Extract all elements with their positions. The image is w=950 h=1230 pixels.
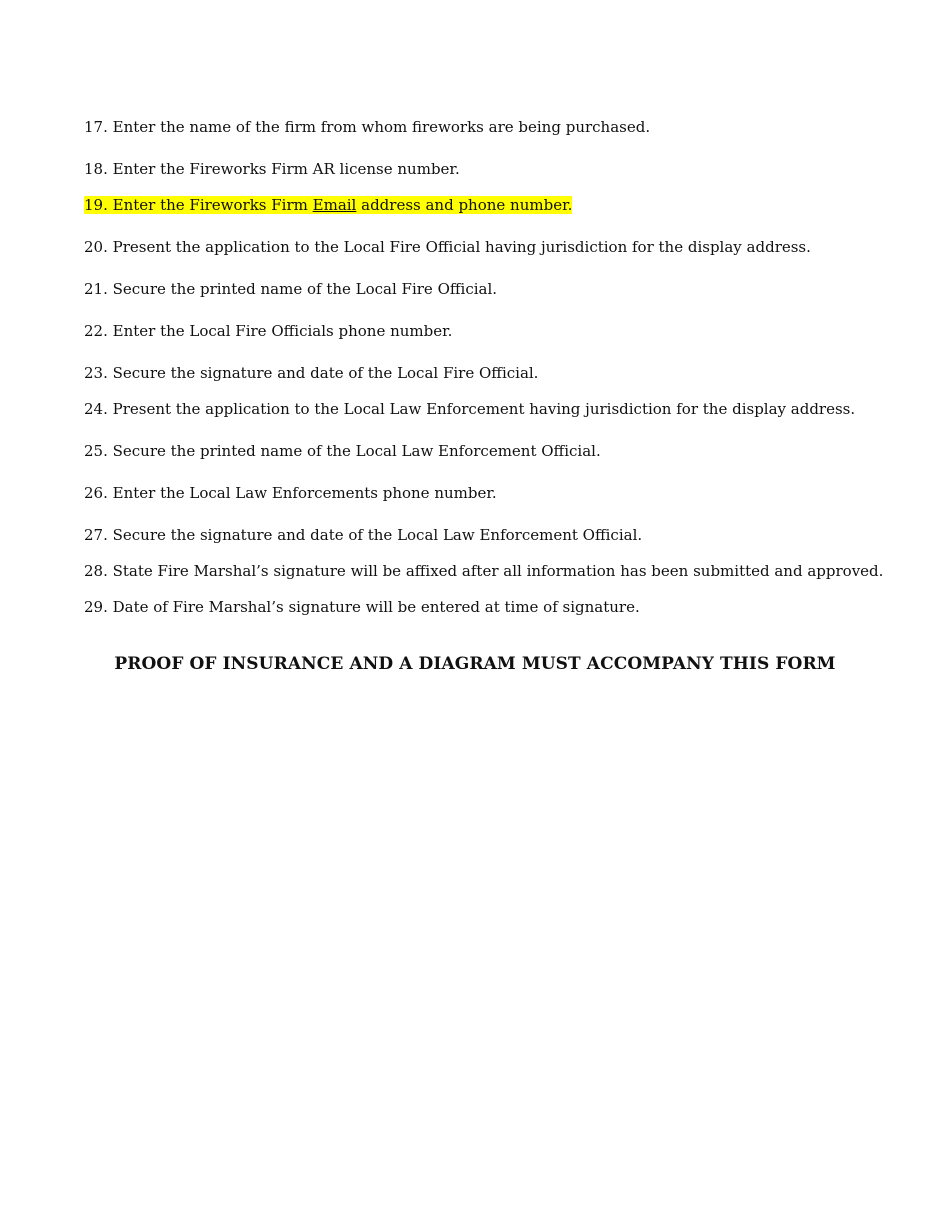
instruction-25: 25. Secure the printed name of the Local Law Enforcement Official.: [84, 442, 601, 460]
instruction-19: [84, 195, 572, 215]
instruction-20: 20. Present the application to the Local Fire Official having jurisdiction for the display address.: [84, 238, 811, 256]
instruction-21: 21. Secure the printed name of the Local Fire Official.: [84, 280, 498, 298]
underlined-word-email: Email: [312, 196, 357, 214]
insurance-notice-heading: PROOF OF INSURANCE AND A DIAGRAM MUST ACCOMPANY THIS FORM: [114, 654, 836, 674]
instruction-27: 27. Secure the signature and date of the Local Law Enforcement Official.: [84, 526, 643, 544]
instruction-17: 17. Enter the name of the firm from whom fireworks are being purchased.: [84, 118, 651, 136]
instruction-23: 23. Secure the signature and date of the Local Fire Official.: [84, 364, 539, 382]
instruction-26: 26. Enter the Local Law Enforcements phone number.: [84, 484, 497, 502]
instruction-24: 24. Present the application to the Local Law Enforcement having jurisdiction for the display address.: [84, 400, 856, 418]
instruction-18: 18. Enter the Fireworks Firm AR license number.: [84, 160, 460, 178]
instruction-19-start: 19. Enter the Fireworks Firm: [84, 196, 313, 214]
highlighted-text: [84, 196, 572, 214]
instruction-29: 29. Date of Fire Marshal’s signature will be entered at time of signature.: [84, 598, 640, 616]
instruction-28: 28. State Fire Marshal’s signature will be affixed after all information has been submitted and approved.: [84, 562, 884, 580]
instruction-19-end: address and phone number.: [356, 196, 573, 214]
instruction-22: 22. Enter the Local Fire Officials phone number.: [84, 322, 453, 340]
